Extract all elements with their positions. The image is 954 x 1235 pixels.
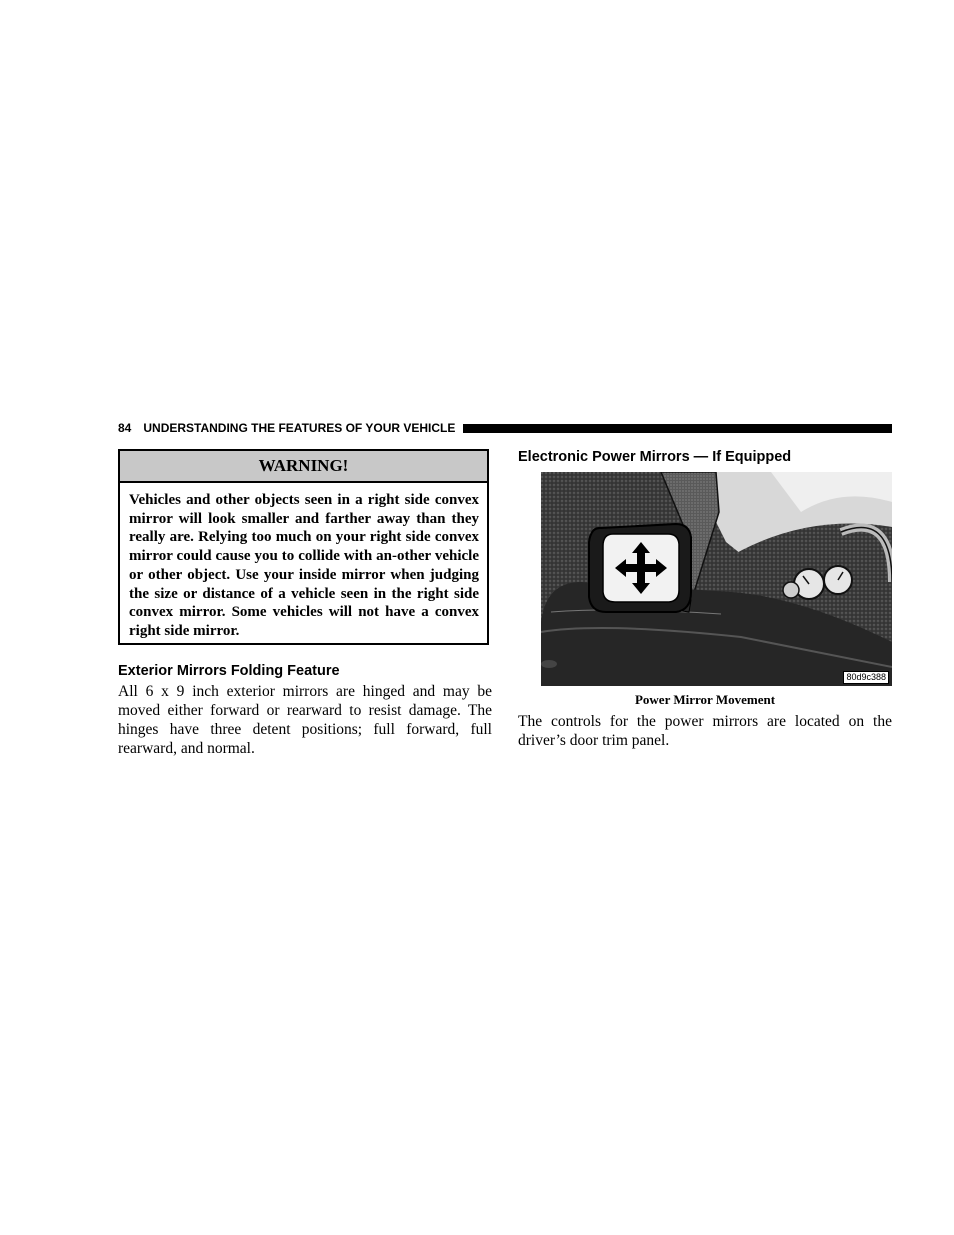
header-rule [463,424,892,433]
folding-heading: Exterior Mirrors Folding Feature [118,663,340,679]
power-mirrors-heading: Electronic Power Mirrors — If Equipped [518,449,792,465]
power-mirror-figure [541,472,892,686]
figure-caption: Power Mirror Movement [634,692,776,707]
warning-title: WARNING! [120,451,487,483]
warning-text: Vehicles and other objects seen in a right side convex mirror will look smaller and farther away than they really are. Relying too much on your right side convex mirror could cause you to collide with an-other vehicle or other object. Use your inside mirror when judging the size or distance of a vehicle seen in the right side convex mirror. Some vehicles will not have a convex right side mirror. [129,492,479,639]
page-header [118,419,892,437]
page-number: 84 [118,421,132,435]
power-mirror-illustration [541,472,892,686]
power-mirrors-text: The controls for the power mirrors are located on the driver’s door trim panel. [518,713,892,749]
warning-box [118,449,489,645]
folding-text: All 6 x 9 inch exterior mirrors are hinged and may be moved either forward or rearward to resist damage. The hinges have three detent positions; full forward, full rearward, and normal. [118,683,492,757]
figure-code: 80d9c388 [843,671,889,684]
section-title: UNDERSTANDING THE FEATURES OF YOUR VEHICLE [143,421,456,435]
